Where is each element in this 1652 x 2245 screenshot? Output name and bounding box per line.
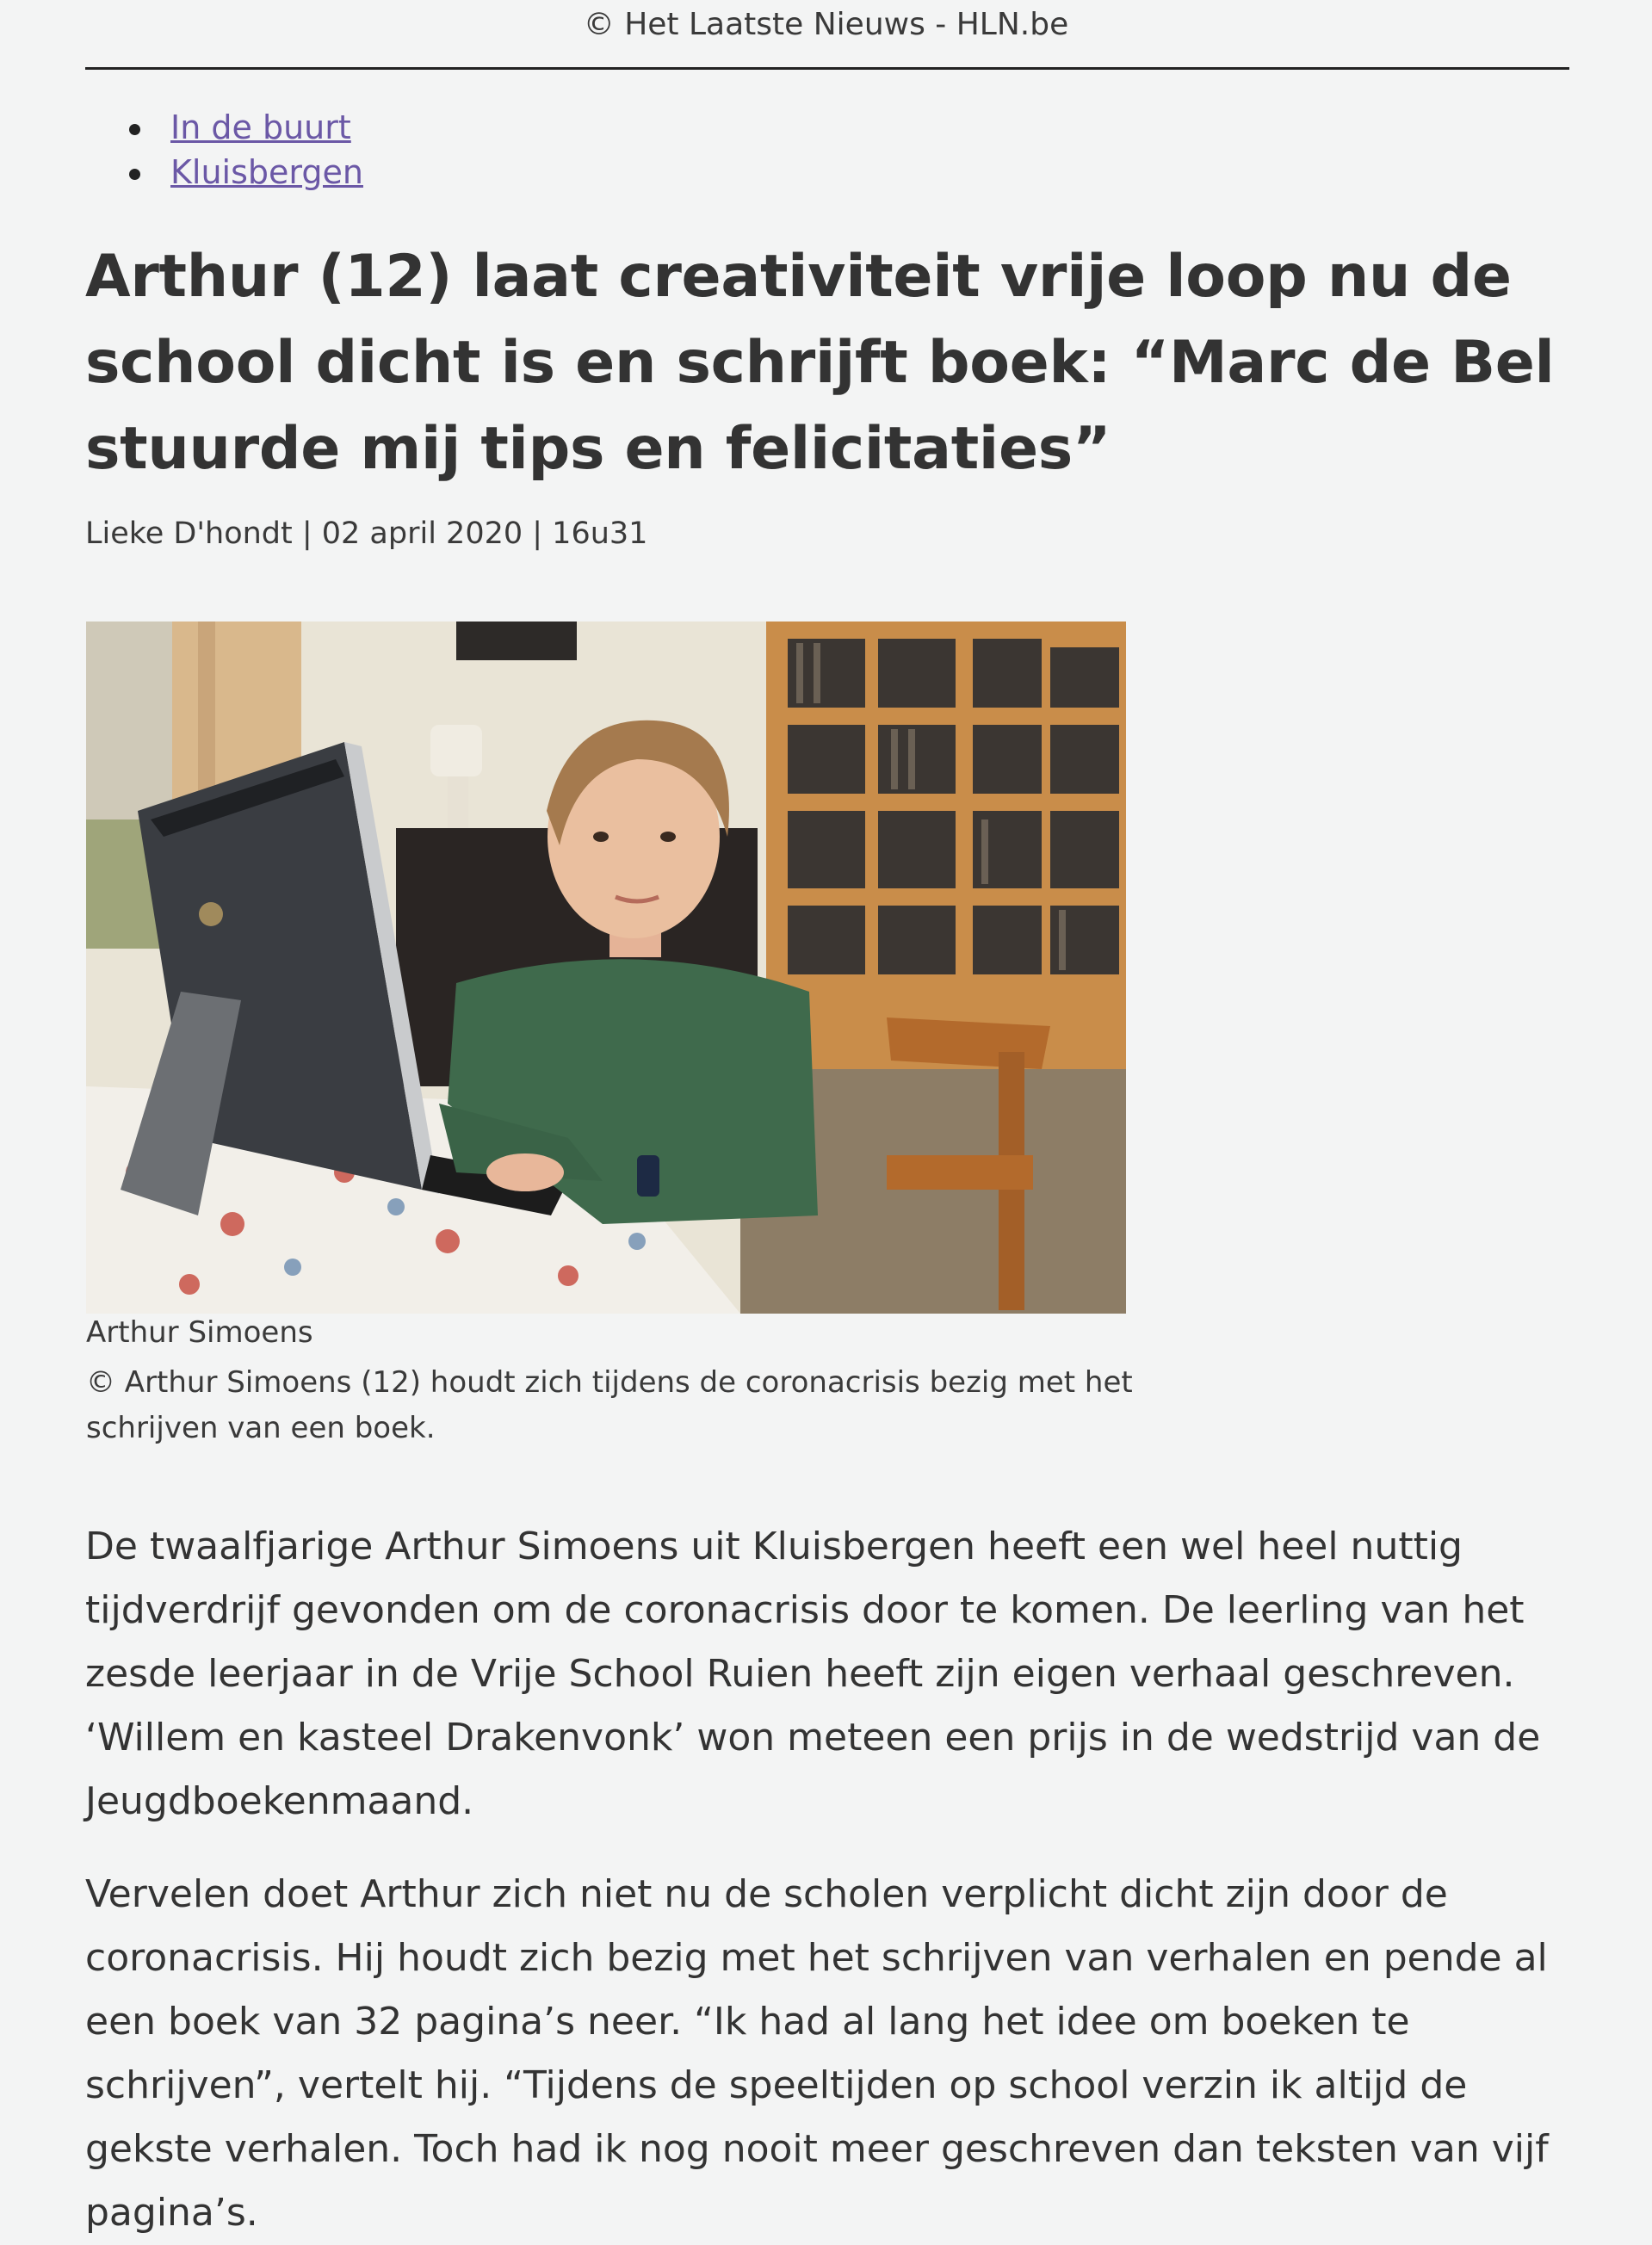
article-photo (86, 622, 1126, 1314)
breadcrumb-item (129, 150, 363, 195)
photo-caption-name: Arthur Simoens (86, 1315, 313, 1350)
article-byline: Lieke D'hondt | 02 april 2020 | 16u31 (85, 516, 648, 551)
article-paragraph: De twaalfjarige Arthur Simoens uit Kluisbergen heeft een wel heel nuttig tijdverdrijf gevonden om de coronacrisis door te komen. De leerling van het zesde leerjaar in de Vrije School Ruien heeft zijn eigen verhaal geschreven. ‘Willem en kasteel Drakenvonk’ won meteen een prijs in de wedstrijd van de Jeugdboekenmaand. (85, 1524, 1541, 1823)
article-paragraph: Vervelen doet Arthur zich niet nu de scholen verplicht dicht zijn door de coronacrisis. Hij houdt zich bezig met het schrijven van verhalen en pende al een boek van 32 pagina’s neer. “Ik had al lang het idee om boeken te schrijven”, vertelt hij. “Tijdens de speeltijden op school verzin ik altijd de gekste verhalen. Toch had ik nog nooit meer geschreven dan teksten van vijf pagina’s. (85, 1872, 1549, 2235)
source-header: © Het Laatste Nieuws - HLN.be (583, 7, 1069, 42)
header-divider (85, 67, 1569, 70)
boy-at-computer-photo (86, 622, 1126, 1314)
breadcrumb-item (129, 105, 363, 150)
photo-caption-text: © Arthur Simoens (12) houdt zich tijdens de coronacrisis bezig met het schrijven van een boek. (86, 1365, 1133, 1445)
breadcrumb-link-in-de-buurt[interactable]: In de buurt (170, 108, 351, 146)
article-title: Arthur (12) laat creativiteit vrije loop nu de school dicht is en schrijft boek: “Marc de Bel stuurde mij tips en felicitaties” (85, 243, 1555, 483)
breadcrumb-link-kluisbergen[interactable]: Kluisbergen (170, 153, 363, 191)
breadcrumb (129, 105, 363, 195)
